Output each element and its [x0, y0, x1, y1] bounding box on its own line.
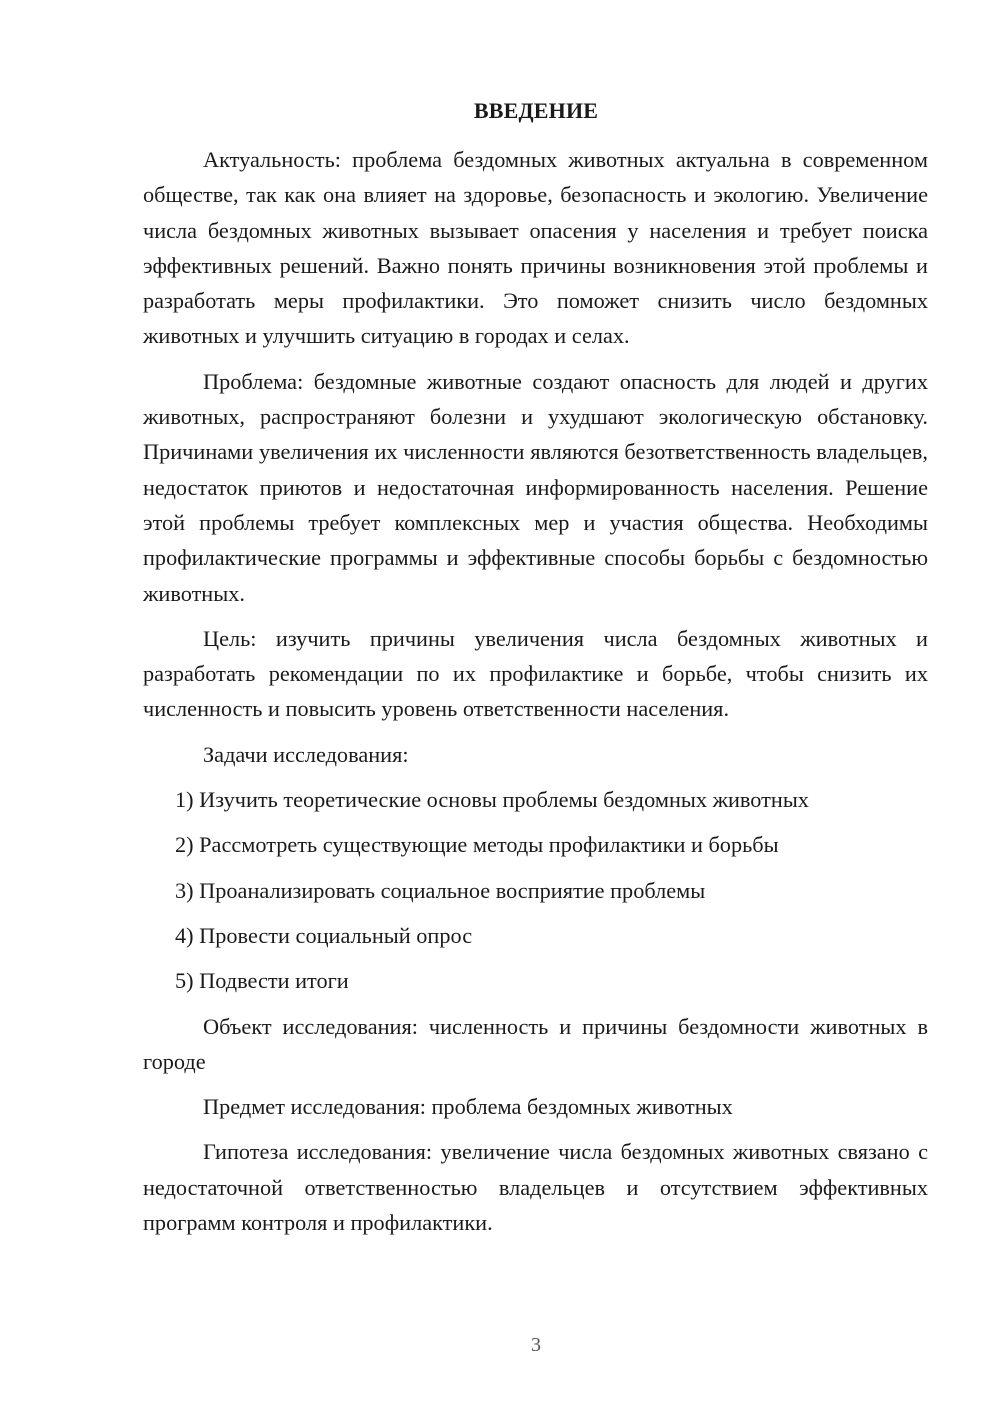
- problem-paragraph: Проблема: бездомные животные создают опасность для людей и других животных, распространяют болезни и ухудшают экологическую обстановку. Причинами увеличения их численности являются безответственность владельцев, недостаток приютов и недостаточная информированность населения. Решение этой проблемы требует комплексных мер и участия общества. Необходимы профилактические программы и эффективные способы борьбы с бездомностью животных.: [143, 368, 928, 606]
- tasks-list: [143, 782, 928, 998]
- goal-paragraph: Цель: изучить причины увеличения числа бездомных животных и разработать рекомендации по их профилактике и борьбе, чтобы снизить их численность и повысить уровень ответственности населения.: [143, 625, 928, 722]
- task-item: 5) Подвести итоги: [175, 968, 349, 994]
- hypothesis-paragraph: Гипотеза исследования: увеличение числа бездомных животных связано с недостаточной ответственностью владельцев и отсутствием эффективных программ контроля и профилактики.: [143, 1139, 928, 1236]
- document-body: [143, 142, 928, 1250]
- task-item: 1) Изучить теоретические основы проблемы бездомных животных: [175, 787, 809, 813]
- task-item: 4) Провести социальный опрос: [175, 922, 473, 948]
- task-item: 2) Рассмотреть существующие методы профилактики и борьбы: [175, 832, 779, 858]
- relevance-paragraph: Актуальность: проблема бездомных животных актуальна в современном обществе, так как она влияет на здоровье, безопасность и экологию. Увеличение числа бездомных животных вызывает опасения у населения и требует поиска эффективных решений. Важно понять причины возникновения этой проблемы и разработать меры профилактики. Это поможет снизить число бездомных животных и улучшить ситуацию в городах и селах.: [143, 147, 928, 349]
- section-heading: ВВЕДЕНИЕ: [473, 98, 599, 123]
- page-number: 3: [531, 1334, 541, 1356]
- subject-paragraph: Предмет исследования: проблема бездомных животных: [203, 1094, 733, 1120]
- object-paragraph: Объект исследования: численность и причины бездомности животных в городе: [143, 1013, 928, 1074]
- tasks-title: Задачи исследования:: [203, 741, 409, 767]
- task-item: 3) Проанализировать социальное восприятие проблемы: [175, 877, 706, 903]
